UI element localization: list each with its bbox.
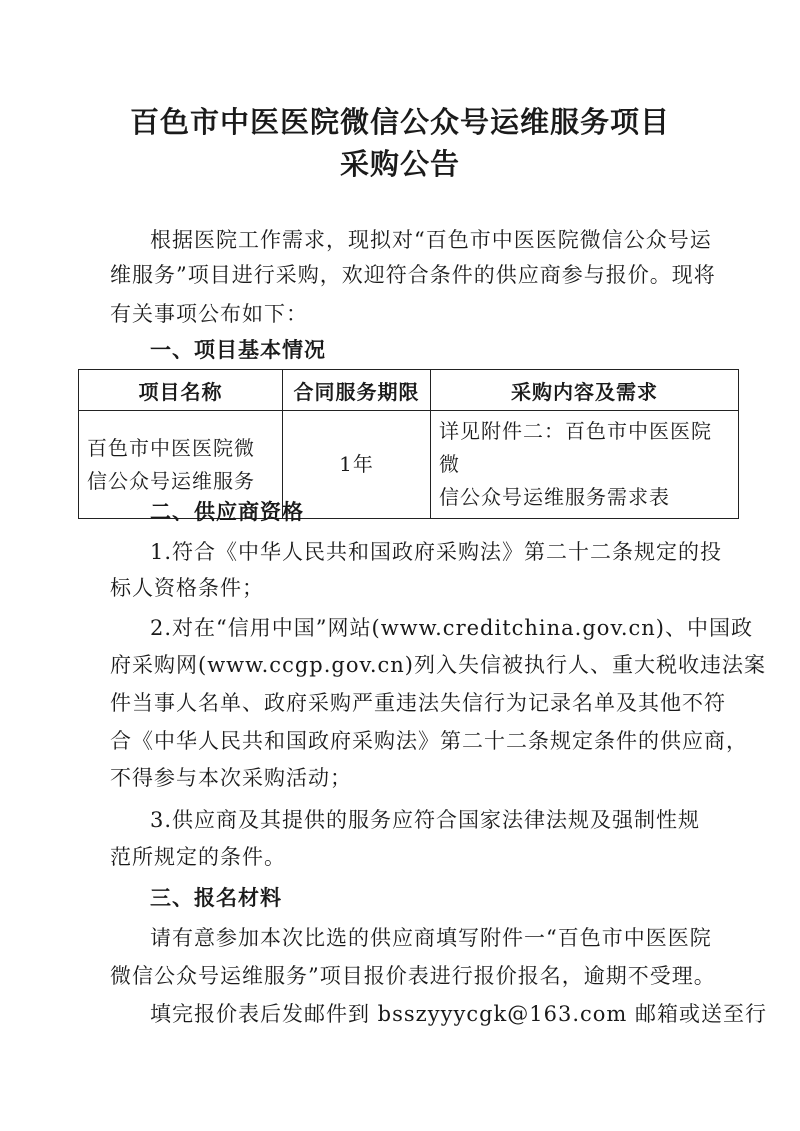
qualification-2-line-4: 合《中华人民共和国政府采购法》第二十二条规定条件的供应商，	[110, 729, 748, 753]
document-subtitle: 采购公告	[339, 147, 460, 181]
qualification-2-line-5: 不得参与本次采购活动；	[110, 766, 352, 790]
intro-line-1: 根据医院工作需求，现拟对“百色市中医医院微信公众号运	[150, 228, 712, 252]
materials-para-2-line-1: 填完报价表后发邮件到 bsszyyycgk@163.com 邮箱或送至行	[150, 1002, 768, 1026]
qualification-1-line-2: 标人资格条件；	[110, 576, 264, 600]
table-header-term: 合同服务期限	[283, 370, 431, 411]
qualification-1-line-1: 1.符合《中华人民共和国政府采购法》第二十二条规定的投	[150, 540, 723, 564]
table-header-project-name: 项目名称	[79, 370, 283, 411]
qualification-3-line-2: 范所规定的条件。	[110, 845, 286, 869]
section-heading-materials: 三、报名材料	[150, 886, 282, 910]
table-header-content: 采购内容及需求	[431, 370, 739, 411]
table-cell-term: 1年	[283, 411, 431, 519]
project-name-line-2: 信公众号运维服务	[87, 468, 255, 493]
section-heading-project: 一、项目基本情况	[150, 338, 326, 362]
intro-line-2: 维服务”项目进行采购，欢迎符合条件的供应商参与报价。现将	[110, 263, 716, 287]
materials-para-1-line-2: 微信公众号运维服务”项目报价表进行报价报名，逾期不受理。	[110, 964, 716, 988]
qualification-2-line-1: 2.对在“信用中国”网站(www.creditchina.gov.cn)、中国政	[150, 616, 753, 640]
project-info-table	[78, 369, 739, 519]
qualification-2-line-2: 府采购网(www.ccgp.gov.cn)列入失信被执行人、重大税收违法案	[110, 653, 766, 677]
materials-para-1-line-1: 请有意参加本次比选的供应商填写附件一“百色市中医医院	[150, 926, 712, 950]
qualification-2-line-3: 件当事人名单、政府采购严重违法失信行为记录名单及其他不符	[110, 691, 726, 715]
table-header-row	[79, 370, 739, 411]
document-title: 百色市中医医院微信公众号运维服务项目	[129, 105, 670, 139]
content-line-2: 信公众号运维服务需求表	[439, 485, 670, 509]
intro-line-3: 有关事项公布如下：	[110, 302, 308, 326]
content-line-1: 详见附件二：百色市中医医院微	[439, 419, 712, 476]
project-name-line-1: 百色市中医医院微	[87, 435, 255, 460]
section-heading-qualifications: 二、供应商资格	[150, 500, 304, 524]
qualification-3-line-1: 3.供应商及其提供的服务应符合国家法律法规及强制性规	[150, 808, 701, 832]
